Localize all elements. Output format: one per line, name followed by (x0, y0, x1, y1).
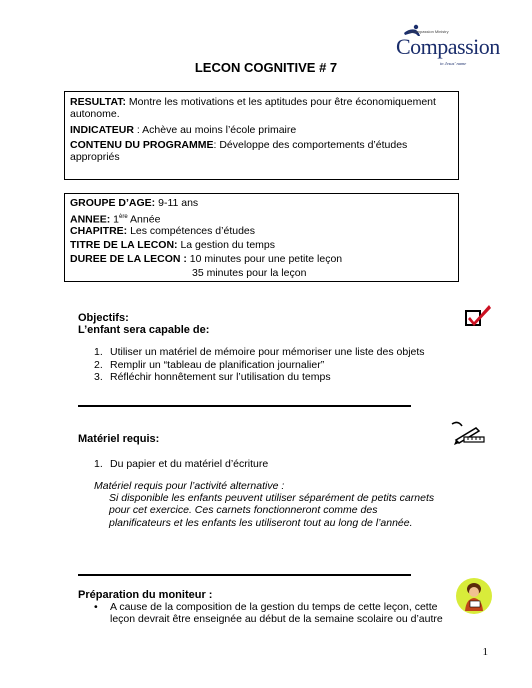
item-number: 1. (94, 458, 103, 470)
bullet: • (94, 601, 98, 613)
logo-tagline: in Jesus' name (440, 61, 467, 66)
resultat-label: RESULTAT: (70, 96, 126, 108)
resultat-line (70, 95, 436, 109)
titre-text: La gestion du temps (177, 239, 276, 251)
groupe-text: 9-11 ans (155, 197, 199, 209)
section-divider (78, 574, 411, 576)
chapitre-label: CHAPITRE: (70, 225, 128, 237)
annee-label: ANNEE: (70, 213, 111, 226)
resultat-text: Montre les motivations et les aptitudes pour être économiquement (126, 96, 436, 108)
indicateur-line (70, 123, 296, 137)
logo-small-text: A Compassion Ministry (408, 29, 449, 34)
item-text: Réfléchir honnêtement sur l’utilisation du temps (110, 371, 331, 383)
page-number: 1 (482, 646, 488, 658)
titre-line (70, 238, 275, 252)
objectifs-subtitle: L’enfant sera capable de: (78, 324, 210, 336)
annee-sup: ère (119, 214, 128, 220)
titre-label: TITRE DE LA LECON: (70, 239, 178, 251)
alt-materiel-line-3: planificateurs et les enfants les utiliseront tout au long de l’année. (109, 517, 413, 529)
logo-name: Compassion (396, 34, 500, 59)
teacher-icon (454, 577, 494, 615)
groupe-line (70, 196, 198, 210)
checkbox-check-icon (464, 303, 492, 329)
alt-materiel-heading: Matériel requis pour l’activité alternative : (94, 480, 285, 492)
contenu-text: : Développe des comportements d’études (213, 139, 408, 151)
resultat-line-2: autonome. (70, 108, 120, 120)
contenu-line-2: appropriés (70, 151, 120, 163)
alt-materiel-line-2: pour cet exercice. Ces carnets fonctionneront comme des (109, 504, 378, 516)
duree-line (70, 252, 342, 266)
preparation-title: Préparation du moniteur : (78, 589, 213, 601)
duree-label: DUREE DE LA LECON : (70, 253, 187, 265)
lesson-info-box (64, 193, 459, 282)
objectifs-title: Objectifs: (78, 312, 129, 324)
indicateur-label: INDICATEUR (70, 124, 134, 136)
preparation-line-1: A cause de la composition de la gestion du temps de cette leçon, cette (110, 601, 438, 613)
preparation-line-2: leçon devrait être enseignée au début de la semaine scolaire ou d’autre (110, 613, 443, 625)
item-text: Du papier et du matériel d’écriture (110, 458, 269, 470)
materiel-title: Matériel requis: (78, 433, 160, 445)
contenu-line (70, 138, 407, 152)
item-number: 3. (94, 371, 103, 383)
chapitre-text: Les compétences d’études (127, 225, 256, 237)
outcome-box (64, 91, 459, 180)
item-number: 1. (94, 346, 103, 358)
indicateur-text: : Achève au moins l’école primaire (133, 124, 297, 136)
item-text: Utiliser un matériel de mémoire pour mémoriser une liste des objets (110, 346, 425, 358)
annee-text: Année (127, 213, 161, 226)
groupe-label: GROUPE D’AGE: (70, 197, 156, 209)
pencil-ruler-icon (450, 420, 486, 446)
alt-materiel-line-1: Si disponible les enfants peuvent utiliser séparément de petits carnets (109, 492, 435, 504)
duree-line-2: 35 minutes pour la leçon (192, 267, 307, 279)
annee-num: 1 (110, 213, 120, 226)
chapitre-line (70, 224, 255, 238)
duree-text: 10 minutes pour une petite leçon (186, 253, 343, 265)
item-number: 2. (94, 359, 103, 371)
section-divider (78, 405, 411, 407)
item-text: Remplir un “tableau de planification journalier” (110, 359, 325, 371)
page-title: LECON COGNITIVE # 7 (194, 60, 338, 75)
contenu-label: CONTENU DU PROGRAMME (70, 139, 214, 151)
